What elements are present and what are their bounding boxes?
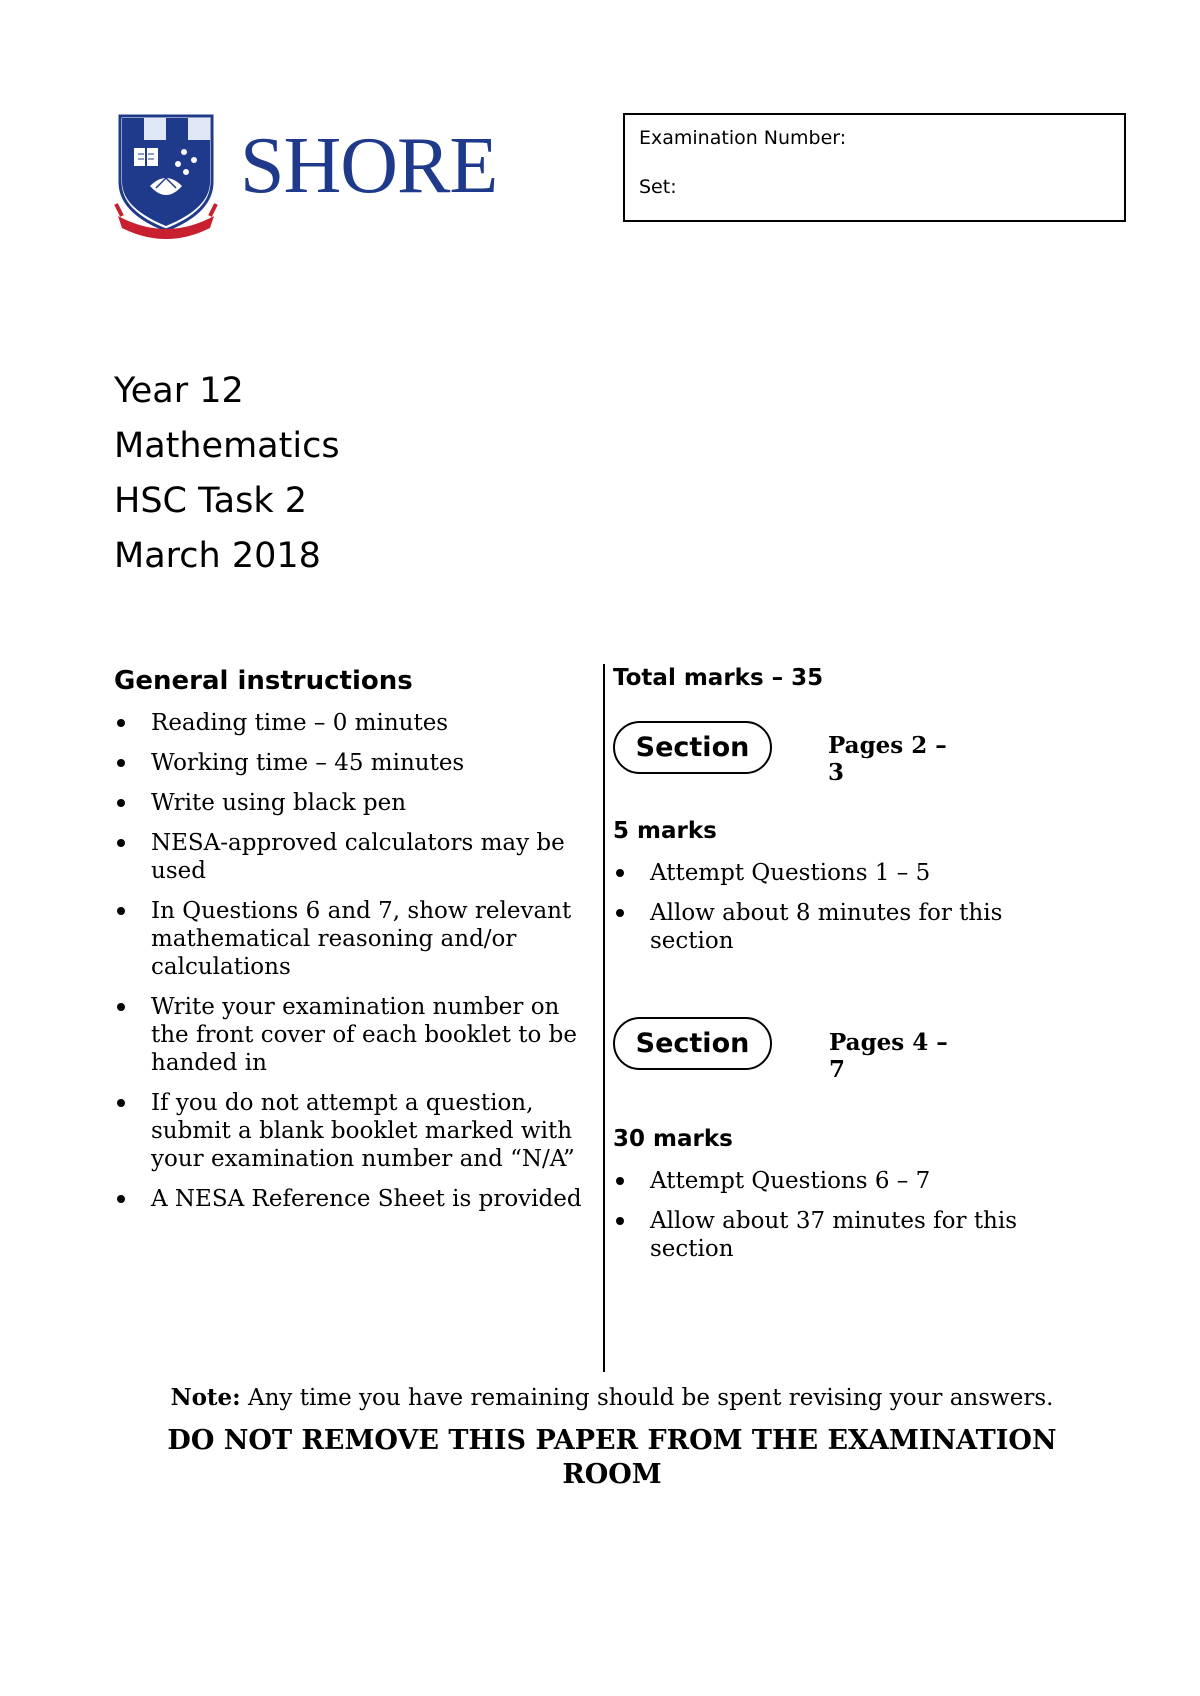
list-item: Write your examination number on the front cover of each booklet to be handed in [114,993,594,1077]
list-item: Reading time – 0 minutes [114,709,594,737]
note-text: Any time you have remaining should be spent revising your answers. [240,1385,1054,1411]
list-item: Write using black pen [114,789,594,817]
school-crest-logo [114,112,218,240]
list-item: Allow about 37 minutes for this section [613,1207,1053,1263]
list-item: NESA-approved calculators may be used [114,829,594,885]
list-item: Allow about 8 minutes for this section [613,899,1053,955]
total-marks-heading: Total marks – 35 [613,665,824,691]
set-label: Set: [639,176,677,198]
task-title: HSC Task 2 [114,481,308,521]
section-1-instructions [613,859,1053,967]
examination-number-box[interactable] [623,113,1126,222]
date-title: March 2018 [114,536,321,576]
list-item: A NESA Reference Sheet is provided [114,1185,594,1213]
list-item: Working time – 45 minutes [114,749,594,777]
section-1-pages: Pages 2 – 3 [828,732,947,786]
school-wordmark: SHORE [240,122,498,210]
general-instructions-heading: General instructions [114,666,413,696]
section-1-badge: Section [613,721,772,774]
year-title: Year 12 [114,371,244,411]
examination-number-label: Examination Number: [639,127,847,149]
section-2-marks: 30 marks [613,1126,733,1152]
subject-title: Mathematics [114,426,340,466]
section-2-badge: Section [613,1017,772,1070]
list-item: In Questions 6 and 7, show relevant mathematical reasoning and/or calculations [114,897,594,981]
section-2-instructions [613,1167,1053,1275]
list-item: Attempt Questions 6 – 7 [613,1167,1053,1195]
general-instructions-list [114,709,594,1225]
section-1-marks: 5 marks [613,818,717,844]
section-2-pages: Pages 4 – 7 [829,1029,948,1083]
list-item: If you do not attempt a question, submit a blank booklet marked with your examination number and “N/A” [114,1089,594,1173]
note-label: Note: [170,1384,241,1411]
do-not-remove-warning: DO NOT REMOVE THIS PAPER FROM THE EXAMINATION ROOM [167,1425,1057,1490]
list-item: Attempt Questions 1 – 5 [613,859,1053,887]
footer-note [0,1384,1200,1411]
column-divider [603,664,605,1372]
